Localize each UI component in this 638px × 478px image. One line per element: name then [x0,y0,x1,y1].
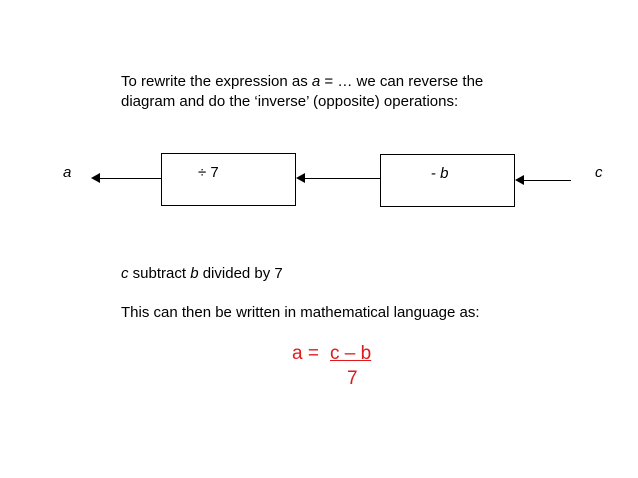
intro-variable-a: a [311,73,321,90]
subtract-b-label: - b [431,165,449,182]
statement-text: This can then be written in mathematical language as: [121,304,480,321]
divide-by-7-label: ÷ 7 [198,164,219,181]
formula-denominator: 7 [347,368,358,389]
divide-by-7-box [161,153,296,206]
formula-numerator: c – b [330,343,372,364]
input-label-c: c [595,164,603,181]
arrow-line-between-boxes [305,178,380,179]
arrow-head-to-a [91,173,100,183]
subtract-b-box [380,154,515,207]
output-label-a: a [63,164,72,181]
formula-lhs: a = [292,343,319,364]
intro-line-1: To rewrite the expression as a = … we can reverse the [121,73,484,90]
arrow-head-from-c [515,175,524,185]
arrow-line-from-c [524,180,571,181]
intro-line-2: diagram and do the ‘inverse’ (opposite) operations: [121,93,459,110]
intro-text [121,72,483,112]
arrow-head-between-boxes [296,173,305,183]
arrow-line-to-a [100,178,161,179]
description-text: c subtract b divided by 7 [121,265,283,282]
